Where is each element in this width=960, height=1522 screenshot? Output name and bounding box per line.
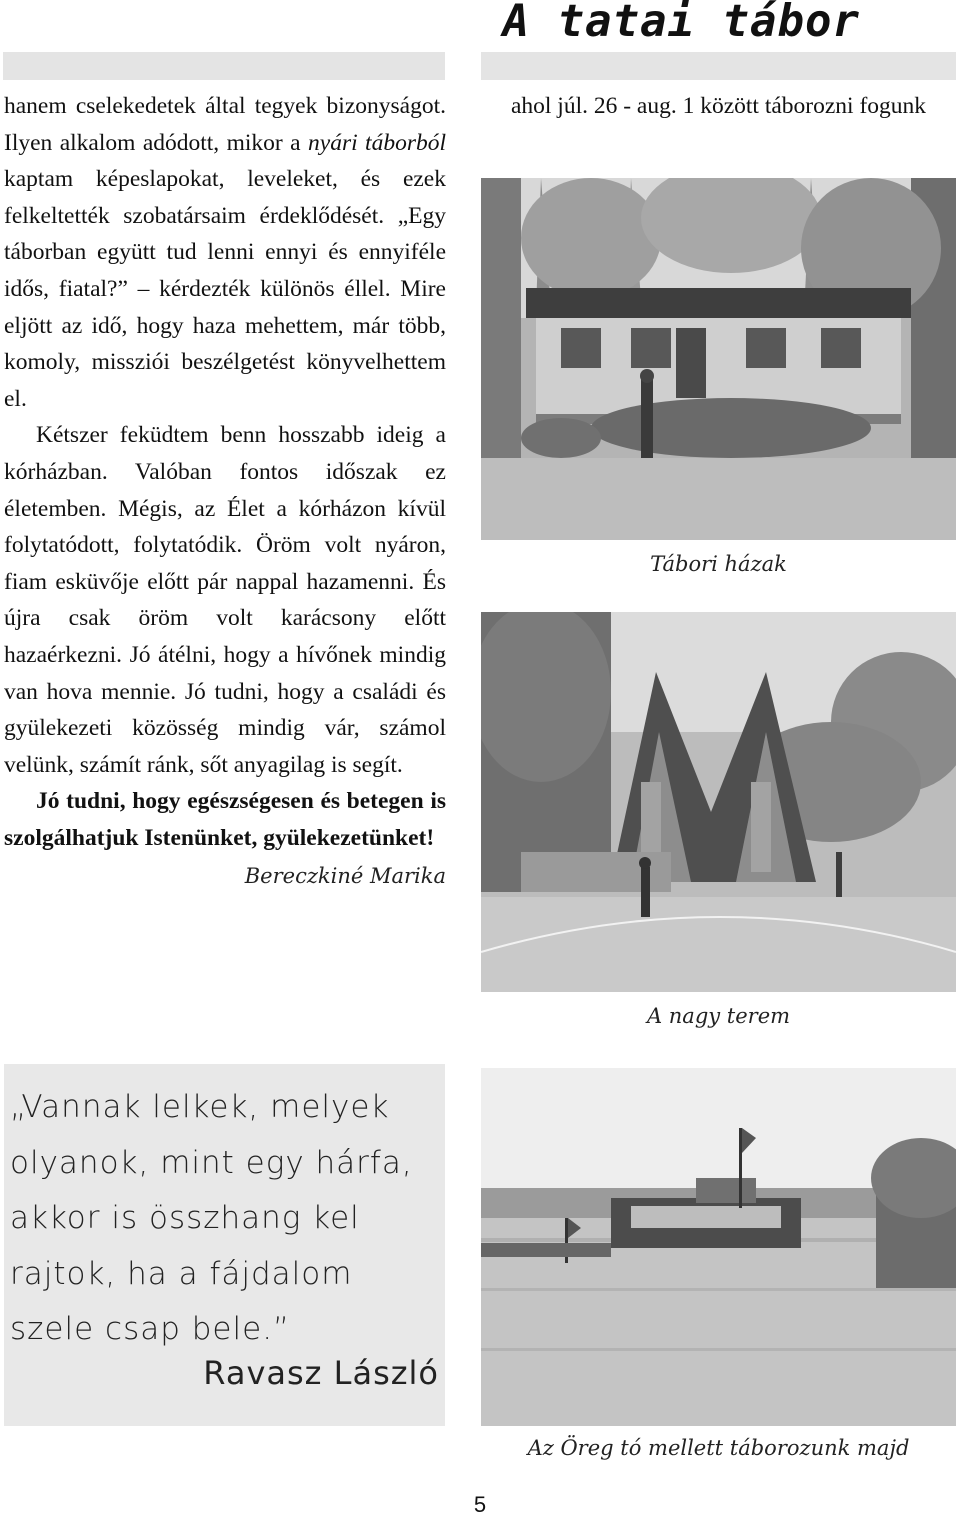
header-bar-left bbox=[3, 52, 445, 80]
caption-big-hall: A nagy terem bbox=[646, 1004, 791, 1028]
article-signature: Bereczkiné Marika bbox=[244, 864, 446, 889]
photo-camp-houses bbox=[481, 178, 956, 540]
camp-intro: ahol júl. 26 - aug. 1 között táborozni fogunk bbox=[510, 93, 927, 119]
caption-lake: Az Öreg tó mellett táborozunk majd bbox=[527, 1436, 910, 1460]
page-number: 5 bbox=[473, 1492, 487, 1517]
article-column bbox=[4, 88, 446, 895]
article-paragraph-2: Kétszer feküdtem benn hosszabb ideig a kórházban. Valóban fontos időszak ez életemben. Mégis, az Élet a kórházon kívül folytatódott, folytatódik. Öröm volt nyáron, fiam esküvője előtt pár nappal hazamenni. És újra csak öröm volt karácsony előtt hazaérkezni. Jó átélni, hogy a hívőnek mindig van hova mennie. Jó tudni, hogy a családi és gyülekezeti közösség mindig vár, számol velünk, számít ránk, sőt anyagilag is segít. bbox=[4, 422, 446, 778]
photo-big-hall bbox=[481, 612, 956, 992]
page-title: A tatai tábor bbox=[502, 0, 860, 47]
caption-camp-houses: Tábori házak bbox=[650, 552, 787, 576]
header-bar-right bbox=[481, 52, 956, 80]
quote-box bbox=[4, 1064, 445, 1426]
photo-lake bbox=[481, 1068, 956, 1426]
quote-text: „Vannak lelkek, melyek olyanok, mint egy hárfa, akkor is összhang kel rajtok, ha a fájdalom szele csap bele.” bbox=[10, 1089, 413, 1347]
article-paragraph-1: hanem cselekedetek által tegyek bizonyságot. Ilyen alkalom adódott, mikor a nyári táborból kaptam képeslapokat, leveleket, és ezek felkeltették szobatársaim érdeklődését. „Egy táborban együtt tud lenni ennyi és ennyiféle idős, fiatal?” – kérdezték különös éllel. Mire eljött az idő, hogy haza mehettem, már több, komoly, missziói beszélgetést könyvelhettem el. bbox=[4, 93, 446, 412]
article-emphasis: nyári táborból bbox=[308, 129, 446, 156]
quote-author: Ravasz László bbox=[203, 1354, 439, 1392]
article-closing-statement: Jó tudni, hogy egészségesen és betegen is szolgálhatjuk Istenünket, gyülekezetünket! bbox=[4, 788, 446, 851]
